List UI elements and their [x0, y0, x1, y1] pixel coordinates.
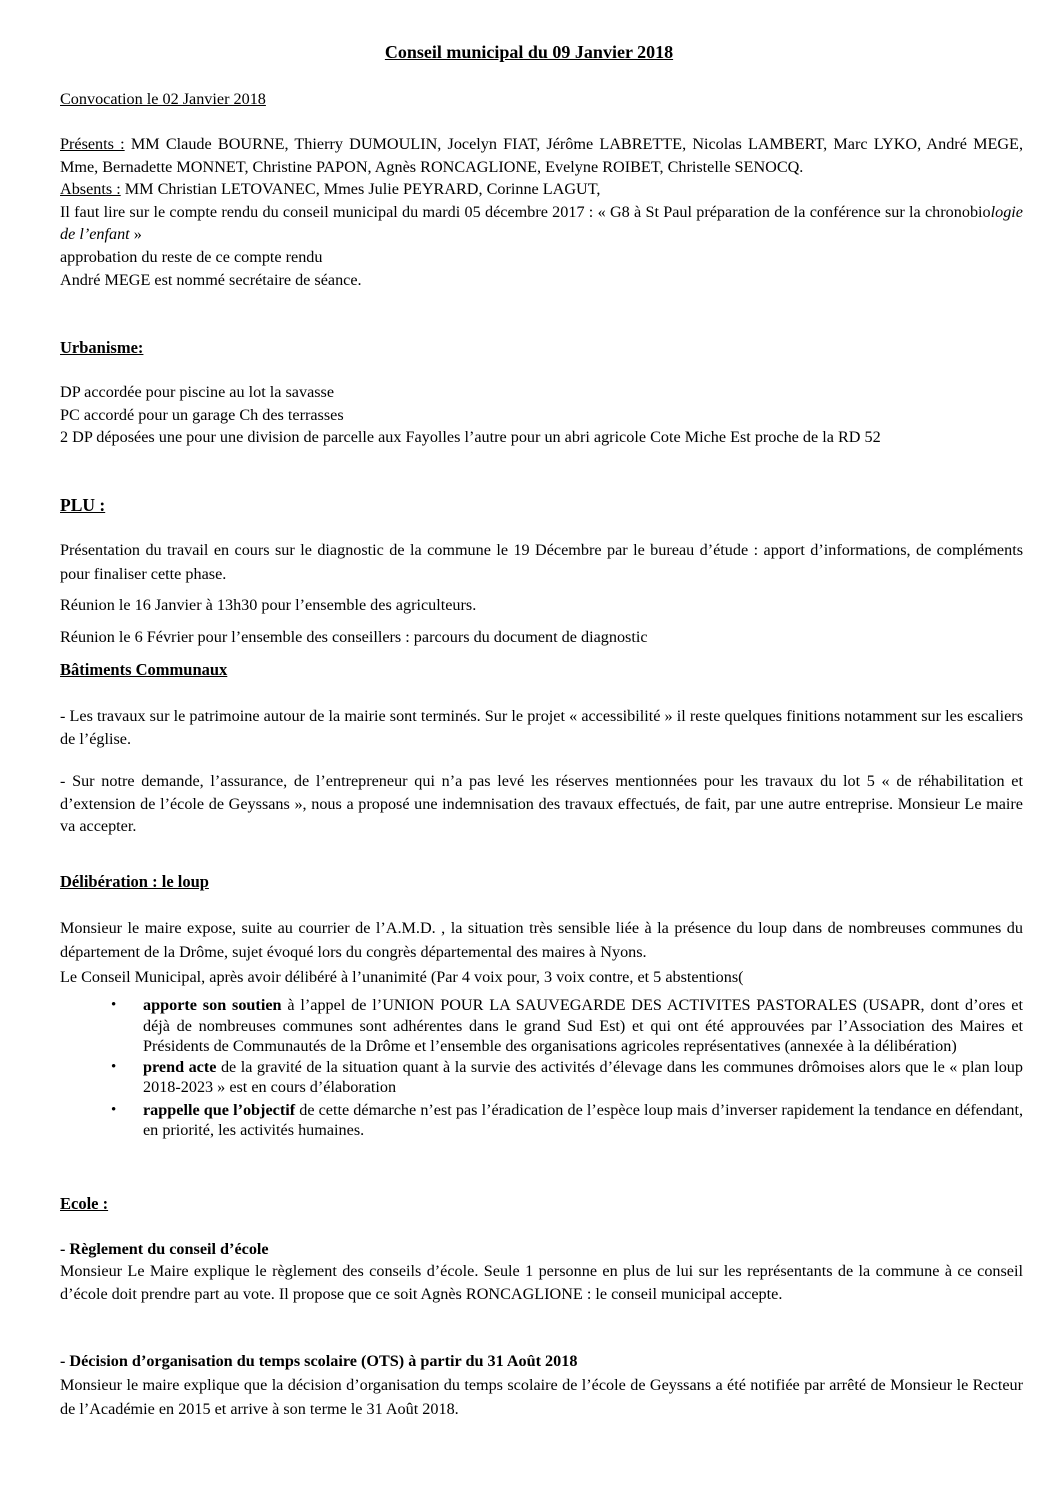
page-title: Conseil municipal du 09 Janvier 2018 — [384, 42, 674, 62]
decision-text: à l’appel de l’UNION POUR LA SAUVEGARDE DES ACTIVITES PASTORALES (USAPR, dont d’ores et déjà de nombreuses communes sont adhérentes dans le grand Sud Est) et qui ont été approuvées par l’Association des Maires et Présidents de Communautés de la Drôme et l’ensemble des organisations agricoles représentatives (annexée à la délibération) — [143, 996, 1023, 1055]
presents-label: Présents : — [60, 135, 125, 153]
urbanisme-item: DP accordée pour piscine au lot la savasse — [60, 383, 335, 401]
reglement-heading: - Règlement du conseil d’école — [60, 1240, 269, 1258]
reglement-paragraph: Monsieur Le Maire explique le règlement des conseils d’école. Seule 1 personne en plus de lui sur les représentants de la commune à ce conseil d’école doit prendre part au vote. Il propose que ce soit Agnès RONCAGLIONE : le conseil municipal accepte. — [60, 1262, 1023, 1303]
ecole-heading: Ecole : — [60, 1194, 109, 1213]
batiments-paragraph: - Les travaux sur le patrimoine autour de la mairie sont terminés. Sur le projet « accessibilité » il reste quelques finitions notamment sur les escaliers de l’église. — [60, 707, 1023, 748]
absents-label: Absents : — [60, 180, 121, 199]
presents-list: MM Claude BOURNE, Thierry DUMOULIN, Jocelyn FIAT, Jérôme LABRETTE, Nicolas LAMBERT, Marc LYKO, André MEGE, Mme, Bernadette MONNET, Christine PAPON, Agnès RONCAGLIONE, Evelyne ROIBET, Christelle SENOCQ. — [60, 135, 1023, 176]
attendance-section — [60, 133, 1023, 291]
loup-heading: Délibération : le loup — [60, 872, 209, 891]
presents-paragraph — [60, 133, 1023, 178]
plu-paragraph: Présentation du travail en cours sur le diagnostic de la commune le 19 Décembre par le bureau d’étude : apport d’informations, de compléments pour finaliser cette phase. — [60, 541, 1023, 583]
correction-text: Il faut lire sur le compte rendu du conseil municipal du mardi 05 décembre 2017 : « G8 à St Paul préparation de la conférence sur la chronobio — [60, 202, 991, 221]
plu-paragraph: Réunion le 6 Février pour l’ensemble des conseillers : parcours du document de diagnostic — [60, 628, 648, 646]
ots-paragraph: Monsieur le maire explique que la décision d’organisation du temps scolaire de l’école de Geyssans a été notifiée par arrêté de Monsieur le Recteur de l’Académie en 2015 et arrive à son terme le 31 Août 2018. — [60, 1376, 1023, 1418]
decision-verb: apporte son soutien — [143, 996, 282, 1014]
bullet-icon: • — [111, 997, 117, 1013]
plu-heading: PLU : — [60, 495, 106, 515]
decision-text: de la gravité de la situation quant à la survie des activités d’élevage dans les communes drômoises alors que le « plan loup 2018-2023 » est en cours d’élaboration — [143, 1057, 1023, 1096]
urbanisme-heading: Urbanisme: — [60, 338, 144, 357]
loup-decisions — [109, 995, 1023, 1141]
plu-paragraph: Réunion le 16 Janvier à 13h30 pour l’ensemble des agriculteurs. — [60, 596, 477, 614]
urbanisme-item: PC accordé pour un garage Ch des terrasses — [60, 405, 344, 424]
decision-text: de cette démarche n’est pas l’éradication de l’espèce loup mais d’inverser rapidement la tendance en défendant, en priorité, les activités humaines. — [143, 1100, 1023, 1139]
correction-italic: logie de l’enfant — [60, 202, 1023, 244]
correction-end: » — [129, 225, 142, 244]
correction-paragraph — [60, 201, 1023, 246]
secretaire-text: André MEGE est nommé secrétaire de séance. — [60, 270, 362, 289]
decision-item — [109, 1100, 1023, 1141]
urbanisme-list — [60, 381, 1023, 449]
decision-verb: prend acte — [143, 1057, 217, 1076]
approbation-text: approbation du reste de ce compte rendu — [60, 247, 323, 266]
loup-vote: Le Conseil Municipal, après avoir délibéré à l’unanimité (Par 4 voix pour, 3 voix contre, et 5 abstentions( — [60, 968, 744, 986]
urbanisme-item: 2 DP déposées une pour une division de parcelle aux Fayolles l’autre pour un abri agricole Cote Miche Est proche de la RD 52 — [60, 428, 881, 447]
ots-heading: - Décision d’organisation du temps scolaire (OTS) à partir du 31 Août 2018 — [60, 1352, 578, 1370]
bullet-icon: • — [111, 1058, 117, 1075]
batiments-paragraph: - Sur notre demande, l’assurance, de l’entrepreneur qui n’a pas levé les réserves mentionnées pour les travaux du lot 5 « de réhabilitation et d’extension de l’école de Geyssans », nous a proposé une indemnisation des travaux effectués, de fait, par une autre entreprise. Monsieur Le maire va accepter. — [60, 772, 1023, 836]
loup-intro: Monsieur le maire expose, suite au courrier de l’A.M.D. , la situation très sensible liée à la présence du loup dans de nombreuses communes du département de la Drôme, sujet évoqué lors du congrès départemental des maires à Nyons. — [60, 919, 1023, 961]
decision-item — [109, 1057, 1023, 1098]
convocation-date: Convocation le 02 Janvier 2018 — [60, 90, 266, 108]
decision-item — [109, 995, 1023, 1057]
batiments-heading: Bâtiments Communaux — [60, 660, 228, 679]
absents-paragraph — [60, 178, 1023, 201]
bullet-icon: • — [111, 1101, 117, 1118]
decision-verb: rappelle que l’objectif — [143, 1100, 296, 1119]
absents-list: MM Christian LETOVANEC, Mmes Julie PEYRARD, Corinne LAGUT, — [120, 180, 601, 199]
